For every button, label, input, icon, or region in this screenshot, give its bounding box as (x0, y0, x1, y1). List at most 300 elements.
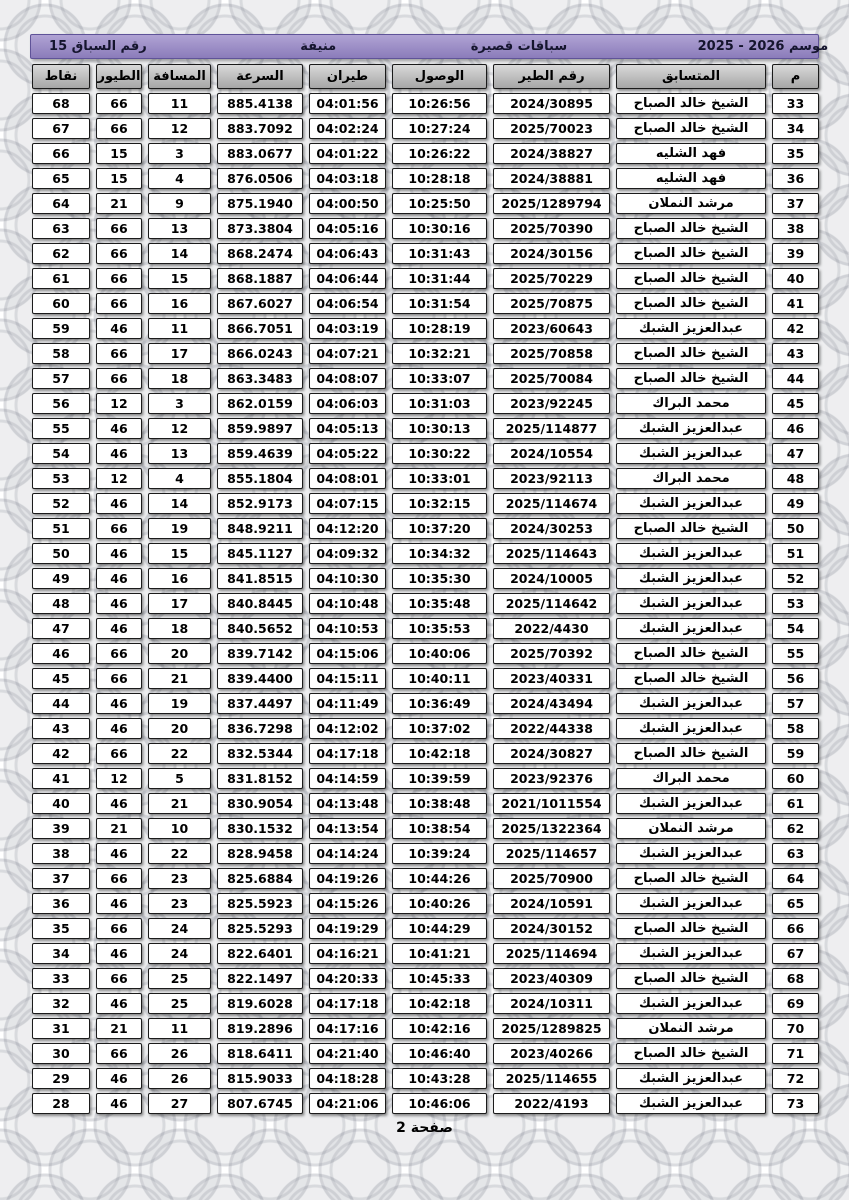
cell-competitor: الشيخ خالد الصباح (616, 268, 766, 289)
cell-flight: 04:21:06 (309, 1093, 386, 1114)
cell-birds: 15 (96, 143, 142, 164)
cell-speed: 830.9054 (217, 793, 303, 814)
cell-rank: 52 (772, 568, 819, 589)
cell-competitor: عبدالعزيز الشبك (616, 993, 766, 1014)
cell-rank: 47 (772, 443, 819, 464)
cell-rank: 66 (772, 918, 819, 939)
table-row (30, 343, 819, 364)
cell-birds: 21 (96, 818, 142, 839)
cell-rank: 33 (772, 93, 819, 114)
table-row (30, 168, 819, 189)
cell-points: 35 (32, 918, 90, 939)
table-row (30, 818, 819, 839)
cell-arrival: 10:35:53 (392, 618, 487, 639)
cell-rank: 36 (772, 168, 819, 189)
column-header-distance: المسافة (148, 64, 211, 89)
cell-distance: 19 (148, 693, 211, 714)
cell-arrival: 10:30:16 (392, 218, 487, 239)
cell-points: 55 (32, 418, 90, 439)
cell-distance: 4 (148, 468, 211, 489)
cell-flight: 04:14:59 (309, 768, 386, 789)
cell-points: 56 (32, 393, 90, 414)
cell-rank: 69 (772, 993, 819, 1014)
cell-distance: 17 (148, 593, 211, 614)
cell-speed: 883.7092 (217, 118, 303, 139)
cell-bird_number: 2023/60643 (493, 318, 610, 339)
cell-arrival: 10:30:13 (392, 418, 487, 439)
cell-rank: 64 (772, 868, 819, 889)
table-row (30, 968, 819, 989)
cell-bird_number: 2024/38881 (493, 168, 610, 189)
cell-rank: 68 (772, 968, 819, 989)
cell-rank: 35 (772, 143, 819, 164)
cell-flight: 04:01:22 (309, 143, 386, 164)
cell-flight: 04:13:48 (309, 793, 386, 814)
cell-arrival: 10:46:40 (392, 1043, 487, 1064)
cell-speed: 840.5652 (217, 618, 303, 639)
cell-birds: 46 (96, 493, 142, 514)
cell-competitor: عبدالعزيز الشبك (616, 793, 766, 814)
cell-points: 44 (32, 693, 90, 714)
cell-arrival: 10:44:29 (392, 918, 487, 939)
cell-rank: 45 (772, 393, 819, 414)
cell-competitor: عبدالعزيز الشبك (616, 943, 766, 964)
table-row (30, 943, 819, 964)
column-header-bird_number: رقم الطير (493, 64, 610, 89)
cell-arrival: 10:39:59 (392, 768, 487, 789)
cell-speed: 876.0506 (217, 168, 303, 189)
cell-speed: 866.0243 (217, 343, 303, 364)
cell-speed: 873.3804 (217, 218, 303, 239)
cell-points: 60 (32, 293, 90, 314)
table-row (30, 568, 819, 589)
cell-bird_number: 2024/30156 (493, 243, 610, 264)
cell-points: 64 (32, 193, 90, 214)
table-row (30, 318, 819, 339)
cell-flight: 04:02:24 (309, 118, 386, 139)
cell-speed: 868.2474 (217, 243, 303, 264)
cell-bird_number: 2025/114657 (493, 843, 610, 864)
cell-bird_number: 2024/30253 (493, 518, 610, 539)
cell-speed: 832.5344 (217, 743, 303, 764)
title-bar (30, 34, 829, 59)
cell-speed: 822.1497 (217, 968, 303, 989)
cell-flight: 04:07:21 (309, 343, 386, 364)
cell-rank: 53 (772, 593, 819, 614)
cell-points: 50 (32, 543, 90, 564)
cell-flight: 04:14:24 (309, 843, 386, 864)
cell-speed: 822.6401 (217, 943, 303, 964)
cell-distance: 22 (148, 743, 211, 764)
cell-rank: 40 (772, 268, 819, 289)
table-row (30, 843, 819, 864)
column-header-competitor: المتسابق (616, 64, 766, 89)
cell-points: 58 (32, 343, 90, 364)
cell-points: 63 (32, 218, 90, 239)
cell-arrival: 10:45:33 (392, 968, 487, 989)
cell-distance: 25 (148, 968, 211, 989)
cell-arrival: 10:42:16 (392, 1018, 487, 1039)
cell-competitor: الشيخ خالد الصباح (616, 368, 766, 389)
cell-arrival: 10:30:22 (392, 443, 487, 464)
table-body (30, 93, 819, 1114)
cell-distance: 21 (148, 668, 211, 689)
cell-points: 36 (32, 893, 90, 914)
cell-flight: 04:17:18 (309, 743, 386, 764)
cell-distance: 15 (148, 543, 211, 564)
cell-speed: 839.7142 (217, 643, 303, 664)
cell-speed: 839.4400 (217, 668, 303, 689)
cell-birds: 66 (96, 218, 142, 239)
cell-competitor: الشيخ خالد الصباح (616, 93, 766, 114)
cell-points: 34 (32, 943, 90, 964)
cell-speed: 825.5923 (217, 893, 303, 914)
cell-bird_number: 2024/43494 (493, 693, 610, 714)
cell-rank: 59 (772, 743, 819, 764)
cell-distance: 20 (148, 643, 211, 664)
column-header-speed: السرعة (217, 64, 303, 89)
race-type-label: سباقات قصيرة (470, 39, 568, 54)
cell-birds: 66 (96, 743, 142, 764)
cell-points: 53 (32, 468, 90, 489)
cell-rank: 46 (772, 418, 819, 439)
table-row (30, 218, 819, 239)
cell-bird_number: 2023/92376 (493, 768, 610, 789)
cell-flight: 04:15:06 (309, 643, 386, 664)
cell-flight: 04:05:16 (309, 218, 386, 239)
cell-points: 45 (32, 668, 90, 689)
cell-rank: 57 (772, 693, 819, 714)
cell-flight: 04:19:26 (309, 868, 386, 889)
cell-speed: 841.8515 (217, 568, 303, 589)
cell-flight: 04:06:43 (309, 243, 386, 264)
cell-flight: 04:00:50 (309, 193, 386, 214)
cell-flight: 04:16:21 (309, 943, 386, 964)
cell-bird_number: 2023/40331 (493, 668, 610, 689)
cell-speed: 859.9897 (217, 418, 303, 439)
cell-speed: 819.6028 (217, 993, 303, 1014)
cell-bird_number: 2023/40309 (493, 968, 610, 989)
cell-birds: 15 (96, 168, 142, 189)
cell-distance: 22 (148, 843, 211, 864)
cell-birds: 46 (96, 843, 142, 864)
column-header-points: نقاط (32, 64, 90, 89)
cell-distance: 3 (148, 393, 211, 414)
table-row (30, 143, 819, 164)
table-row (30, 743, 819, 764)
cell-competitor: عبدالعزيز الشبك (616, 1093, 766, 1114)
cell-competitor: عبدالعزيز الشبك (616, 493, 766, 514)
cell-arrival: 10:35:48 (392, 593, 487, 614)
cell-competitor: الشيخ خالد الصباح (616, 868, 766, 889)
cell-rank: 72 (772, 1068, 819, 1089)
column-header-birds: الطيور (96, 64, 142, 89)
cell-arrival: 10:33:07 (392, 368, 487, 389)
cell-flight: 04:10:48 (309, 593, 386, 614)
cell-points: 31 (32, 1018, 90, 1039)
cell-birds: 46 (96, 993, 142, 1014)
cell-flight: 04:20:33 (309, 968, 386, 989)
cell-competitor: فهد الشليه (616, 168, 766, 189)
cell-distance: 9 (148, 193, 211, 214)
cell-rank: 70 (772, 1018, 819, 1039)
table-row (30, 443, 819, 464)
cell-birds: 66 (96, 343, 142, 364)
cell-flight: 04:12:20 (309, 518, 386, 539)
cell-flight: 04:15:26 (309, 893, 386, 914)
cell-competitor: عبدالعزيز الشبك (616, 1068, 766, 1089)
cell-birds: 46 (96, 568, 142, 589)
cell-bird_number: 2021/1011554 (493, 793, 610, 814)
cell-birds: 46 (96, 418, 142, 439)
cell-points: 54 (32, 443, 90, 464)
cell-rank: 61 (772, 793, 819, 814)
cell-competitor: الشيخ خالد الصباح (616, 918, 766, 939)
cell-points: 67 (32, 118, 90, 139)
cell-flight: 04:08:07 (309, 368, 386, 389)
cell-competitor: الشيخ خالد الصباح (616, 118, 766, 139)
table-row (30, 993, 819, 1014)
cell-rank: 34 (772, 118, 819, 139)
cell-birds: 46 (96, 1093, 142, 1114)
table-row (30, 693, 819, 714)
cell-arrival: 10:27:24 (392, 118, 487, 139)
cell-bird_number: 2025/1322364 (493, 818, 610, 839)
cell-distance: 11 (148, 318, 211, 339)
cell-birds: 12 (96, 768, 142, 789)
cell-birds: 66 (96, 293, 142, 314)
cell-distance: 14 (148, 493, 211, 514)
cell-competitor: عبدالعزيز الشبك (616, 718, 766, 739)
cell-arrival: 10:35:30 (392, 568, 487, 589)
cell-points: 29 (32, 1068, 90, 1089)
cell-rank: 56 (772, 668, 819, 689)
cell-birds: 46 (96, 443, 142, 464)
cell-bird_number: 2025/70390 (493, 218, 610, 239)
cell-points: 33 (32, 968, 90, 989)
cell-rank: 38 (772, 218, 819, 239)
cell-distance: 3 (148, 143, 211, 164)
cell-flight: 04:05:13 (309, 418, 386, 439)
cell-arrival: 10:39:24 (392, 843, 487, 864)
cell-speed: 867.6027 (217, 293, 303, 314)
cell-flight: 04:06:54 (309, 293, 386, 314)
cell-rank: 54 (772, 618, 819, 639)
cell-speed: 828.9458 (217, 843, 303, 864)
cell-competitor: عبدالعزيز الشبك (616, 693, 766, 714)
cell-flight: 04:13:54 (309, 818, 386, 839)
cell-competitor: عبدالعزيز الشبك (616, 568, 766, 589)
cell-flight: 04:15:11 (309, 668, 386, 689)
cell-competitor: فهد الشليه (616, 143, 766, 164)
cell-distance: 23 (148, 893, 211, 914)
cell-flight: 04:10:30 (309, 568, 386, 589)
cell-speed: 825.6884 (217, 868, 303, 889)
table-row (30, 93, 819, 114)
cell-bird_number: 2024/10311 (493, 993, 610, 1014)
cell-points: 59 (32, 318, 90, 339)
cell-bird_number: 2025/70392 (493, 643, 610, 664)
cell-distance: 10 (148, 818, 211, 839)
cell-flight: 04:19:29 (309, 918, 386, 939)
cell-flight: 04:03:18 (309, 168, 386, 189)
cell-rank: 67 (772, 943, 819, 964)
cell-birds: 12 (96, 393, 142, 414)
table-row (30, 518, 819, 539)
cell-arrival: 10:40:11 (392, 668, 487, 689)
cell-flight: 04:06:44 (309, 268, 386, 289)
table-row (30, 193, 819, 214)
cell-rank: 43 (772, 343, 819, 364)
cell-speed: 819.2896 (217, 1018, 303, 1039)
cell-arrival: 10:41:21 (392, 943, 487, 964)
cell-bird_number: 2024/10005 (493, 568, 610, 589)
cell-distance: 26 (148, 1043, 211, 1064)
cell-competitor: عبدالعزيز الشبك (616, 618, 766, 639)
cell-competitor: الشيخ خالد الصباح (616, 743, 766, 764)
cell-bird_number: 2024/38827 (493, 143, 610, 164)
cell-arrival: 10:33:01 (392, 468, 487, 489)
table-row (30, 618, 819, 639)
cell-points: 37 (32, 868, 90, 889)
cell-arrival: 10:31:44 (392, 268, 487, 289)
cell-speed: 848.9211 (217, 518, 303, 539)
cell-points: 51 (32, 518, 90, 539)
cell-birds: 66 (96, 868, 142, 889)
cell-distance: 23 (148, 868, 211, 889)
cell-bird_number: 2025/70084 (493, 368, 610, 389)
cell-competitor: الشيخ خالد الصباح (616, 518, 766, 539)
cell-birds: 46 (96, 318, 142, 339)
cell-speed: 862.0159 (217, 393, 303, 414)
cell-arrival: 10:32:15 (392, 493, 487, 514)
cell-birds: 66 (96, 268, 142, 289)
table-row (30, 418, 819, 439)
cell-flight: 04:21:40 (309, 1043, 386, 1064)
cell-competitor: الشيخ خالد الصباح (616, 293, 766, 314)
cell-points: 43 (32, 718, 90, 739)
cell-bird_number: 2023/92245 (493, 393, 610, 414)
cell-bird_number: 2022/4430 (493, 618, 610, 639)
table-row (30, 643, 819, 664)
cell-distance: 19 (148, 518, 211, 539)
race-number-label: رقم السباق 15 (49, 39, 147, 54)
cell-competitor: الشيخ خالد الصباح (616, 643, 766, 664)
cell-rank: 55 (772, 643, 819, 664)
cell-flight: 04:18:28 (309, 1068, 386, 1089)
cell-distance: 11 (148, 93, 211, 114)
cell-points: 30 (32, 1043, 90, 1064)
cell-bird_number: 2025/1289825 (493, 1018, 610, 1039)
cell-flight: 04:17:16 (309, 1018, 386, 1039)
cell-bird_number: 2025/1289794 (493, 193, 610, 214)
cell-points: 41 (32, 768, 90, 789)
cell-points: 66 (32, 143, 90, 164)
cell-birds: 66 (96, 243, 142, 264)
location-label: منيفة (300, 39, 337, 54)
cell-distance: 18 (148, 618, 211, 639)
cell-speed: 815.9033 (217, 1068, 303, 1089)
column-header-arrival: الوصول (392, 64, 487, 89)
cell-arrival: 10:42:18 (392, 993, 487, 1014)
table-row (30, 868, 819, 889)
cell-rank: 42 (772, 318, 819, 339)
table-row (30, 1043, 819, 1064)
table-row (30, 543, 819, 564)
cell-speed: 859.4639 (217, 443, 303, 464)
cell-competitor: عبدالعزيز الشبك (616, 443, 766, 464)
cell-speed: 885.4138 (217, 93, 303, 114)
cell-speed: 825.5293 (217, 918, 303, 939)
cell-competitor: مرشد النملان (616, 1018, 766, 1039)
cell-distance: 11 (148, 1018, 211, 1039)
cell-competitor: عبدالعزيز الشبك (616, 593, 766, 614)
cell-distance: 26 (148, 1068, 211, 1089)
cell-bird_number: 2022/4193 (493, 1093, 610, 1114)
table-row (30, 243, 819, 264)
cell-arrival: 10:26:22 (392, 143, 487, 164)
cell-birds: 46 (96, 693, 142, 714)
cell-arrival: 10:32:21 (392, 343, 487, 364)
cell-points: 49 (32, 568, 90, 589)
cell-distance: 12 (148, 418, 211, 439)
cell-points: 32 (32, 993, 90, 1014)
table-row (30, 918, 819, 939)
column-header-flight: طيران (309, 64, 386, 89)
cell-distance: 27 (148, 1093, 211, 1114)
cell-rank: 50 (772, 518, 819, 539)
table-row (30, 118, 819, 139)
table-row (30, 718, 819, 739)
cell-speed: 883.0677 (217, 143, 303, 164)
cell-birds: 46 (96, 1068, 142, 1089)
cell-bird_number: 2025/114655 (493, 1068, 610, 1089)
cell-distance: 13 (148, 443, 211, 464)
cell-distance: 20 (148, 718, 211, 739)
table-row (30, 793, 819, 814)
cell-distance: 24 (148, 918, 211, 939)
cell-flight: 04:09:32 (309, 543, 386, 564)
cell-arrival: 10:38:48 (392, 793, 487, 814)
cell-arrival: 10:43:28 (392, 1068, 487, 1089)
cell-birds: 46 (96, 593, 142, 614)
cell-birds: 21 (96, 1018, 142, 1039)
cell-competitor: مرشد النملان (616, 818, 766, 839)
cell-competitor: مرشد النملان (616, 193, 766, 214)
cell-rank: 48 (772, 468, 819, 489)
cell-bird_number: 2023/40266 (493, 1043, 610, 1064)
cell-birds: 66 (96, 118, 142, 139)
cell-competitor: الشيخ خالد الصباح (616, 218, 766, 239)
cell-birds: 66 (96, 1043, 142, 1064)
cell-birds: 46 (96, 793, 142, 814)
cell-competitor: عبدالعزيز الشبك (616, 543, 766, 564)
table-row (30, 1018, 819, 1039)
cell-birds: 46 (96, 543, 142, 564)
cell-points: 57 (32, 368, 90, 389)
cell-points: 68 (32, 93, 90, 114)
cell-competitor: عبدالعزيز الشبك (616, 893, 766, 914)
cell-rank: 58 (772, 718, 819, 739)
cell-competitor: الشيخ خالد الصباح (616, 668, 766, 689)
column-header-rank: م (772, 64, 819, 89)
cell-bird_number: 2023/92113 (493, 468, 610, 489)
table-row (30, 1068, 819, 1089)
cell-speed: 852.9173 (217, 493, 303, 514)
cell-rank: 51 (772, 543, 819, 564)
cell-birds: 66 (96, 93, 142, 114)
cell-arrival: 10:44:26 (392, 868, 487, 889)
